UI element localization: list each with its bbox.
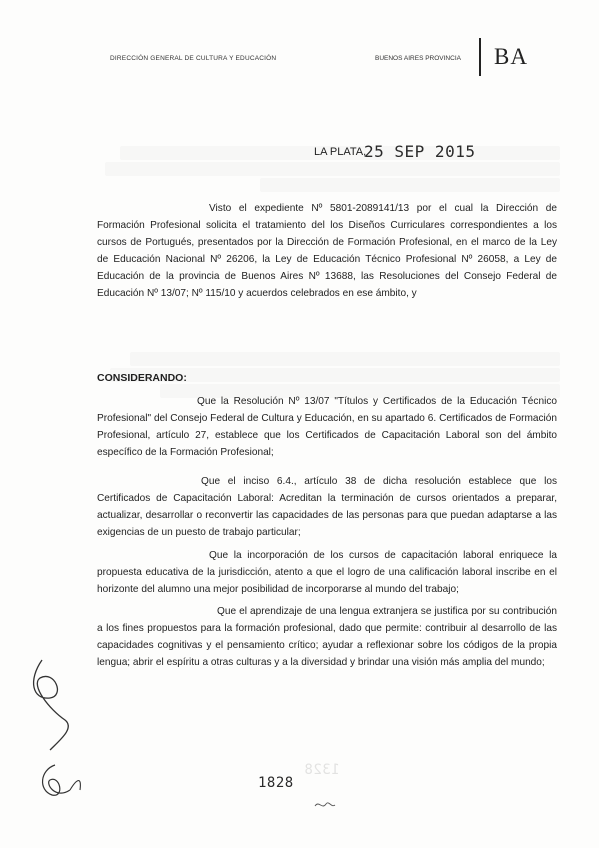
initial-mark xyxy=(313,798,343,812)
considerando-heading: CONSIDERANDO: xyxy=(97,372,187,384)
logo-divider xyxy=(479,38,481,76)
visto-paragraph: Visto el expediente Nº 5801-2089141/13 por el cual la Dirección de Formación Profesional solicita el tratamiento del los Diseños Curriculares correspondientes a los cursos de Portugués, presentados por la Dirección de Formación Profesional, en el marco de la Ley de Educación Nacional Nº 26206, la Ley de Educación Técnico Profesional Nº 26058, a Ley de Educación de la provincia de Buenos Aires Nº 13688, las Resoluciones del Consejo Federal de Educación Nº 13/07; Nº 115/10 y acuerdos celebrados en ese ámbito, y xyxy=(97,203,557,300)
document-number-bleed: 1328 xyxy=(304,762,340,778)
considerando-paragraph-2: Que el inciso 6.4., artículo 38 de dicha resolución establece que los Certificados de Capacitación Laboral: Acreditan la terminación de cursos orientados a preparar, actualizar, desarrollar o reconvertir las capacidades de las personas para que puedan adaptarse a las exigencias de un puesto de trabajo particular; xyxy=(97,476,557,539)
date-stamp: 25 SEP 2015 xyxy=(364,142,476,161)
dateline-place: LA PLATA, xyxy=(314,146,367,158)
document-number: 1828 xyxy=(258,775,294,791)
considerando-paragraph-4: Que el aprendizaje de una lengua extranjera se justifica por su contribución a los fines propuestos para la formación profesional, dado que permite: contribuir al desarrollo de las capacidades cognitivas y el pensamiento crítico; ayudar a reflexionar sobre los códigos de la propia lengua; abrir el espíritu a otras culturas y a la diversidad y brindar una visión más amplia del mundo; xyxy=(97,606,557,669)
ba-logo: BA xyxy=(494,44,528,69)
handwritten-initials xyxy=(20,640,110,820)
province-name: BUENOS AIRES PROVINCIA xyxy=(375,55,461,62)
institution-name: DIRECCIÓN GENERAL DE CULTURA Y EDUCACIÓN xyxy=(110,55,277,62)
considerando-paragraph-3: Que la incorporación de los cursos de capacitación laboral enriquece la propuesta educativa de la jurisdicción, atento a que el logro de una calificación laboral inscribe en el horizonte del alumno una mejor posibilidad de incorporarse al mundo del trabajo; xyxy=(97,550,557,596)
considerando-paragraph-1: Que la Resolución Nº 13/07 "Títulos y Certificados de la Educación Técnico Profesional" del Consejo Federal de Cultura y Educación, en su apartado 6. Certificados de Formación Profesional, artículo 27, establece que los Certificados de Capacitación Laboral son del ámbito específico de la Formación Profesional; xyxy=(97,396,557,459)
